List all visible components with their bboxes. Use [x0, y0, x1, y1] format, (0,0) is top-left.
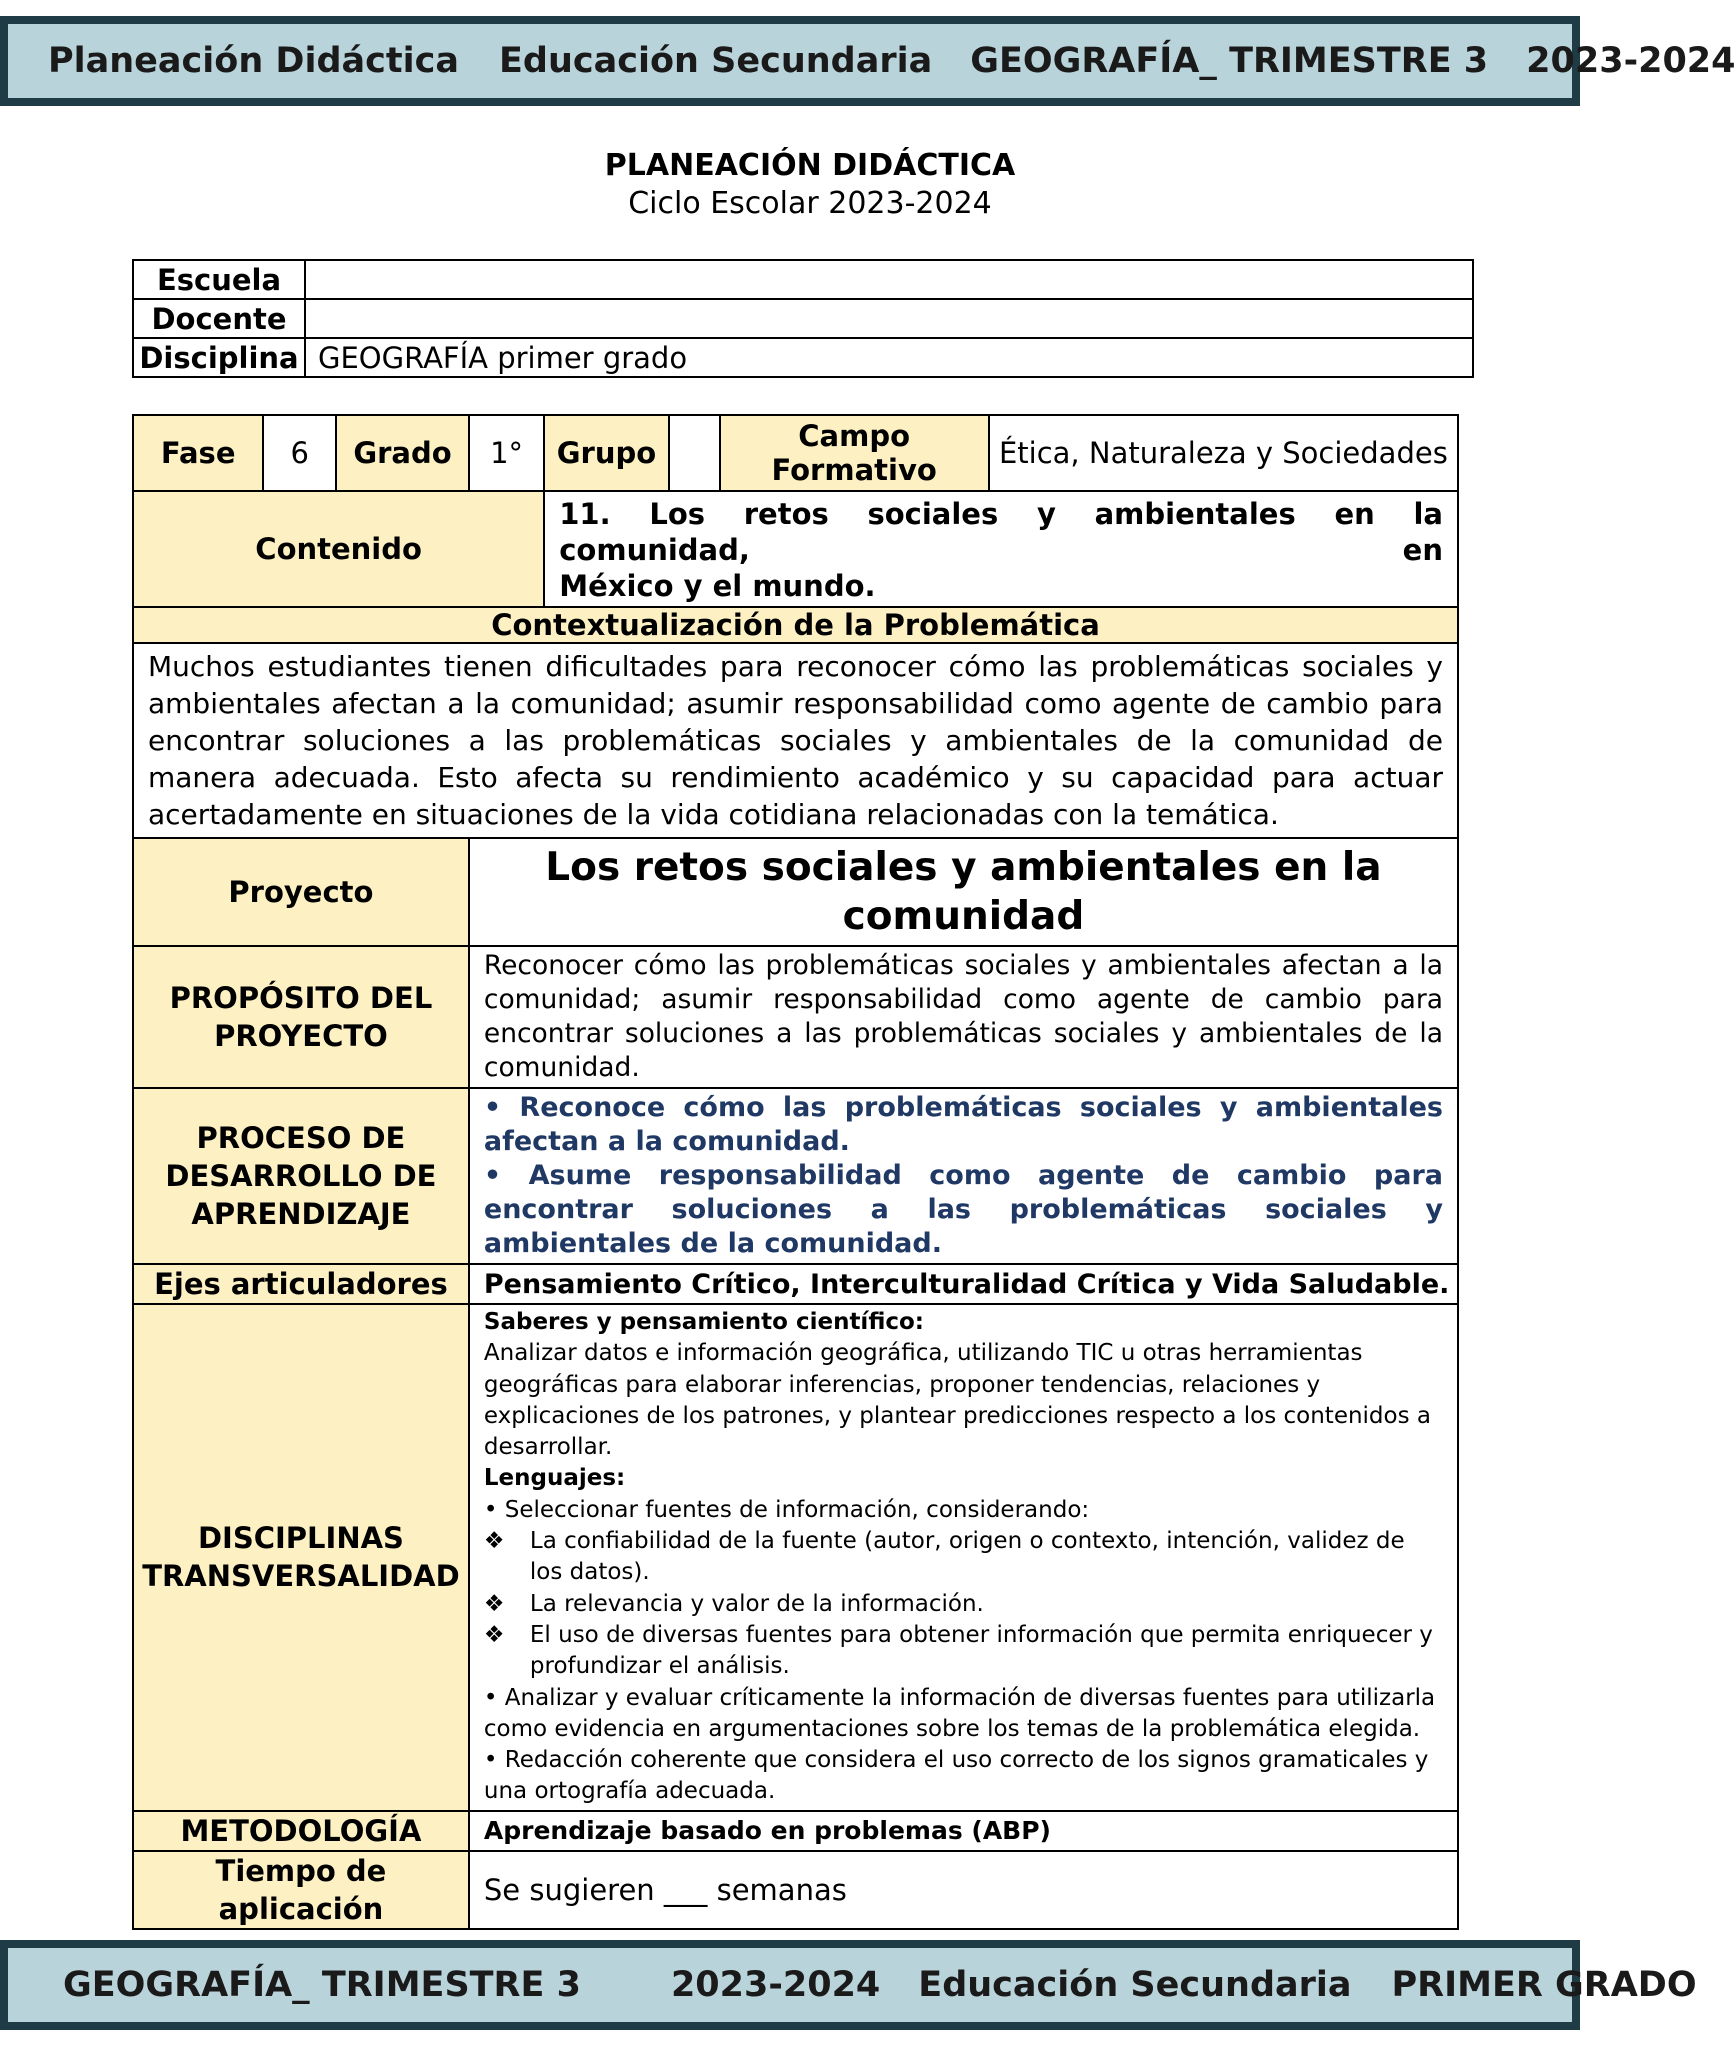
header-nivel: Educación Secundaria [499, 41, 933, 81]
sub-item-text: La confiabilidad de la fuente (autor, origen o contexto, intención, validez de los datos). [529, 1528, 1405, 1586]
header-planeacion: Planeación Didáctica [48, 41, 459, 81]
escuela-label: Escuela [133, 260, 305, 299]
footer-ciclo: 2023-2024 [670, 1965, 881, 2005]
lenguajes-bullet-3: • Redacción coherente que considera el uso correcto de los signos gramaticales y una ortografía adecuada. [483, 1747, 1429, 1805]
disciplina-label: Disciplina [133, 338, 305, 377]
grupo-value[interactable] [669, 415, 720, 491]
document-title: PLANEACIÓN DIDÁCTICA [604, 148, 1016, 183]
proyecto-label: Proyecto [133, 838, 469, 946]
document-subtitle: Ciclo Escolar 2023-2024 [628, 186, 992, 221]
sub-item-text: La relevancia y valor de la información. [529, 1590, 984, 1617]
sub-item [484, 1589, 1443, 1620]
problematica-text: Muchos estudiantes tienen dificultades para reconocer cómo las problemáticas sociales y ambientales afectan a la comunidad; asumir responsabilidad como agente de cambio para encontrar soluciones a las problemáticas sociales y ambientales de la comunidad de manera adecuada. Esto afecta su rendimiento académico y su capacidad para actuar acertadamente en situaciones de la vida cotidiana relacionadas con la temática. [133, 643, 1458, 838]
school-info-table [132, 259, 1474, 378]
contextualizacion-heading: Contextualización de la Problemática [133, 607, 1458, 643]
metodologia-value: Aprendizaje basado en problemas (ABP) [469, 1811, 1458, 1851]
sub-item [484, 1620, 1443, 1683]
proyecto-title: Los retos sociales y ambientales en la comunidad [469, 838, 1458, 946]
disciplinas-label-line2: TRANSVERSALIDAD [142, 1559, 460, 1594]
proceso-label [133, 1088, 469, 1264]
proceso-label-line1: PROCESO DE [196, 1121, 406, 1155]
proceso-label-line2: DESARROLLO DE [165, 1159, 437, 1193]
grupo-label: Grupo [544, 415, 668, 491]
lenguajes-heading: Lenguajes: [483, 1465, 626, 1492]
proceso-item: • Reconoce cómo las problemáticas sociales y ambientales afectan a la comunidad. [483, 1092, 1443, 1157]
docente-field[interactable] [305, 299, 1473, 338]
footer-nivel: Educación Secundaria [918, 1965, 1352, 2005]
footer-band [0, 1940, 1697, 2030]
fase-value[interactable]: 6 [263, 415, 336, 491]
campo-formativo-value[interactable]: Ética, Naturaleza y Sociedades [989, 415, 1458, 491]
grado-label: Grado [336, 415, 469, 491]
tiempo-value[interactable]: Se sugieren ___ semanas [469, 1851, 1458, 1929]
proceso-list [469, 1088, 1458, 1264]
campo-label-line2: Formativo [771, 453, 937, 487]
tiempo-label [133, 1851, 469, 1929]
grado-value[interactable]: 1° [469, 415, 544, 491]
disciplina-field[interactable]: GEOGRAFÍA primer grado [305, 338, 1473, 377]
diamond-bullet-icon: ❖ [483, 1590, 505, 1617]
header-ciclo: 2023-2024 [1526, 41, 1736, 81]
sub-item-text: El uso de diversas fuentes para obtener información que permita enriquecer y profundizar el análisis. [529, 1621, 1433, 1680]
docente-label: Docente [133, 299, 305, 338]
planning-table [132, 414, 1459, 1930]
contenido-label: Contenido [133, 491, 544, 607]
lenguajes-bullet-2: • Analizar y evaluar críticamente la información de diversas fuentes para utilizarla como evidencia en argumentaciones sobre los temas de la problemática elegida. [483, 1684, 1436, 1742]
campo-label-line1: Campo [798, 419, 911, 453]
saberes-text: Analizar datos e información geográfica, utilizando TIC u otras herramientas geográficas para elaborar inferencias, proponer tendencias, relaciones y explicaciones de los patrones, y plantear predicciones respecto a los contenidos a desarrollar. [483, 1340, 1431, 1461]
ejes-label: Ejes articuladores [133, 1264, 469, 1304]
lenguajes-bullet-1: • Seleccionar fuentes de información, considerando: [483, 1496, 1090, 1523]
saberes-heading: Saberes y pensamiento científico: [483, 1309, 925, 1335]
disciplinas-content [469, 1304, 1458, 1811]
escuela-field[interactable] [305, 260, 1473, 299]
disciplinas-label [133, 1304, 469, 1811]
contenido-value [544, 491, 1458, 607]
proposito-text: Reconocer cómo las problemáticas sociales y ambientales afectan a la comunidad; asumir responsabilidad como agente de cambio para encontrar soluciones a las problemáticas sociales y ambientales de la comunidad. [469, 946, 1458, 1088]
proceso-item: • Asume responsabilidad como agente de cambio para encontrar soluciones a las problemáticas sociales y ambientales de la comunidad. [483, 1160, 1443, 1259]
footer-grado: PRIMER GRADO [1391, 1965, 1697, 2005]
fase-label: Fase [133, 415, 263, 491]
proposito-label-line2: PROYECTO [214, 1019, 388, 1053]
disciplinas-label-line1: DISCIPLINAS [197, 1521, 404, 1556]
contenido-line1: 11. Los retos sociales y ambientales en la comunidad, en [559, 497, 1443, 567]
tiempo-label-line1: Tiempo de [215, 1853, 387, 1888]
ejes-value: Pensamiento Crítico, Interculturalidad Crítica y Vida Saludable. [469, 1264, 1458, 1304]
header-band [0, 16, 1736, 106]
proceso-label-line3: APRENDIZAJE [191, 1197, 411, 1231]
diamond-bullet-icon: ❖ [483, 1528, 505, 1555]
campo-formativo-label [720, 415, 989, 491]
contenido-line2: México y el mundo. [559, 569, 876, 603]
proposito-label-line1: PROPÓSITO DEL [169, 981, 433, 1015]
footer-materia: GEOGRAFÍA_ TRIMESTRE 3 [63, 1965, 581, 2005]
tiempo-label-line2: aplicación [218, 1891, 384, 1926]
proposito-label [133, 946, 469, 1088]
metodologia-label: METODOLOGÍA [133, 1811, 469, 1851]
sub-item [484, 1526, 1443, 1589]
header-materia: GEOGRAFÍA_ TRIMESTRE 3 [970, 41, 1489, 81]
diamond-bullet-icon: ❖ [483, 1621, 505, 1648]
